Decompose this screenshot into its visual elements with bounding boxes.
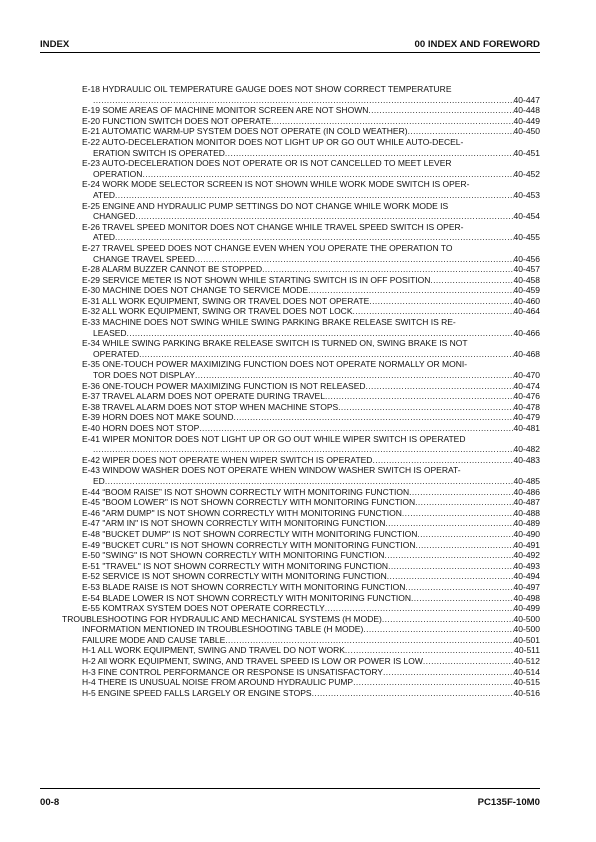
toc-entry-title: E-34 WHILE SWING PARKING BRAKE RELEASE SWITCH IS TURNED ON, SWING BRAKE IS NOT xyxy=(82,338,468,349)
dot-leader xyxy=(388,561,513,572)
toc-entry[interactable] xyxy=(62,656,540,667)
toc-entry-title: E-52 SERVICE IS NOT SHOWN CORRECTLY WITH MONITORING FUNCTION xyxy=(82,571,387,582)
dot-leader xyxy=(415,540,513,551)
toc-page-number: 40-493 xyxy=(513,560,540,571)
dot-leader xyxy=(225,635,513,646)
dot-leader xyxy=(142,169,513,180)
toc-entry[interactable] xyxy=(62,465,540,486)
toc-entry-title: E-26 TRAVEL SPEED MONITOR DOES NOT CHANGE WHILE TRAVEL SPEED SWITCH IS OPER- xyxy=(82,221,464,232)
toc-entry[interactable] xyxy=(62,624,540,635)
toc-entry-title-continued: OPERATION xyxy=(93,168,143,179)
toc-entry-title: H-3 FINE CONTROL PERFORMANCE OR RESPONSE IS UNSATISFACTORY xyxy=(82,666,384,677)
toc-page-number: 40-490 xyxy=(513,528,540,539)
toc-entry-title: E-29 SERVICE METER IS NOT SHOWN WHILE STARTING SWITCH IS IN OFF POSITION xyxy=(82,274,431,285)
toc-entry[interactable] xyxy=(62,296,540,307)
toc-entry[interactable] xyxy=(62,550,540,561)
toc-page-number: 40-492 xyxy=(513,550,540,561)
toc-entry-title: E-20 FUNCTION SWITCH DOES NOT OPERATE xyxy=(82,115,272,126)
toc-page-number: 40-514 xyxy=(513,666,540,677)
toc-page-number: 40-476 xyxy=(513,391,540,402)
toc-page-number: 40-466 xyxy=(513,327,540,338)
toc-entry-title: H-1 ALL WORK EQUIPMENT, SWING AND TRAVEL DO NOT WORK xyxy=(82,645,345,656)
toc-page-number: 40-482 xyxy=(513,444,540,455)
toc-entry-title-continued: TOR DOES NOT DISPLAY xyxy=(93,370,196,381)
dot-leader xyxy=(430,275,513,286)
toc-entry[interactable] xyxy=(62,667,540,678)
dot-leader xyxy=(225,148,514,159)
dot-leader xyxy=(262,264,513,275)
toc-entry[interactable] xyxy=(62,487,540,498)
toc-page-number: 40-483 xyxy=(513,454,540,465)
toc-entry[interactable] xyxy=(62,105,540,116)
toc-page-number: 40-497 xyxy=(513,581,540,592)
toc-page-number: 40-456 xyxy=(513,253,540,264)
dot-leader xyxy=(369,296,513,307)
toc-page-number: 40-459 xyxy=(513,285,540,296)
toc-entry-title: E-53 BLADE RAISE IS NOT SHOWN CORRECTLY WITH MONITORING FUNCTION xyxy=(82,581,406,592)
dot-leader xyxy=(417,529,513,540)
toc-entry[interactable] xyxy=(62,582,540,593)
toc-entry-title: FAILURE MODE AND CAUSE TABLE xyxy=(82,634,226,645)
toc-entry[interactable] xyxy=(62,285,540,296)
toc-page-number: 40-454 xyxy=(513,211,540,222)
toc-entry-title: INFORMATION MENTIONED IN TROUBLESHOOTING TABLE (H MODE) xyxy=(82,624,364,635)
toc-page-number: 40-491 xyxy=(513,539,540,550)
dot-leader xyxy=(415,497,513,508)
toc-entry[interactable] xyxy=(62,540,540,551)
toc-entry[interactable] xyxy=(62,381,540,392)
table-of-contents xyxy=(62,84,540,698)
toc-page-number: 40-489 xyxy=(513,518,540,529)
toc-page-number: 40-511 xyxy=(514,645,540,656)
toc-entry-title: E-35 ONE-TOUCH POWER MAXIMIZING FUNCTION DOES NOT OPERATE NORMALLY OR MONI- xyxy=(82,359,468,370)
page-footer xyxy=(40,797,540,808)
dot-leader xyxy=(325,603,514,614)
toc-entry[interactable] xyxy=(62,571,540,582)
toc-entry[interactable] xyxy=(62,677,540,688)
dot-leader xyxy=(372,455,513,466)
toc-page-number: 40-453 xyxy=(513,189,540,200)
toc-entry[interactable] xyxy=(62,508,540,519)
toc-entry[interactable] xyxy=(62,137,540,158)
toc-entry-title-continued: ED xyxy=(93,475,105,486)
dot-leader xyxy=(382,614,514,625)
toc-page-number: 40-464 xyxy=(513,306,540,317)
toc-entry-title: E-40 HORN DOES NOT STOP xyxy=(82,423,200,433)
toc-entry[interactable] xyxy=(62,338,540,359)
header-chapter-title: 00 INDEX AND FOREWORD xyxy=(414,39,540,50)
toc-entry[interactable] xyxy=(62,158,540,179)
toc-entry-title: E-27 TRAVEL SPEED DOES NOT CHANGE EVEN WHEN YOU OPERATE THE OPERATION TO xyxy=(82,242,453,253)
toc-entry[interactable] xyxy=(62,402,540,413)
toc-entry[interactable] xyxy=(62,593,540,604)
toc-entry-title: E-30 MACHINE DOES NOT CHANGE TO SERVICE MODE xyxy=(82,285,309,296)
toc-entry-title: E-44 “BOOM RAISE” IS NOT SHOWN CORRECTLY WITH MONITORING FUNCTION xyxy=(82,486,410,497)
toc-entry-title-continued: CHANGED xyxy=(93,211,136,222)
toc-entry-title: E-45 "BOOM LOWER" IS NOT SHOWN CORRECTLY WITH MONITORING FUNCTION xyxy=(82,497,416,508)
toc-entry-title: E-32 ALL WORK EQUIPMENT, SWING OR TRAVEL DOES NOT LOCK xyxy=(82,306,353,317)
toc-entry[interactable] xyxy=(62,243,540,264)
toc-page-number: 40-474 xyxy=(513,380,540,391)
toc-entry-title: E-23 AUTO-DECELERATION DOES NOT OPERATE OR IS NOT CANCELLED TO MEET LEVER xyxy=(82,158,452,169)
toc-entry-title-continued: ATED xyxy=(93,232,116,243)
dot-leader xyxy=(271,116,513,127)
toc-entry[interactable] xyxy=(62,222,540,243)
toc-entry-title-continued: ERATION SWITCH IS OPERATED xyxy=(93,147,225,158)
dot-leader xyxy=(408,126,514,137)
footer-rule xyxy=(40,788,540,789)
toc-page-number: 40-516 xyxy=(513,687,540,698)
toc-entry-title: E-22 AUTO-DECELERATION MONITOR DOES NOT LIGHT UP OR GO OUT WHILE AUTO-DECEL- xyxy=(82,136,464,147)
toc-entry[interactable] xyxy=(62,688,540,699)
dot-leader xyxy=(387,571,514,582)
toc-entry-title: E-31 ALL WORK EQUIPMENT, SWING OR TRAVEL DOES NOT OPERATE xyxy=(82,295,370,306)
toc-entry-title: E-24 WORK MODE SELECTOR SCREEN IS NOT SHOWN WHILE WORK MODE SWITCH IS OPER- xyxy=(82,179,470,190)
toc-entry[interactable] xyxy=(62,434,540,455)
toc-entry[interactable] xyxy=(62,497,540,508)
dot-leader xyxy=(405,582,513,593)
toc-entry[interactable] xyxy=(62,603,540,614)
toc-page-number: 40-452 xyxy=(513,168,540,179)
dot-leader xyxy=(233,412,513,423)
dot-leader xyxy=(195,254,514,265)
toc-page-number: 40-449 xyxy=(513,115,540,126)
toc-entry[interactable] xyxy=(62,264,540,275)
toc-entry[interactable] xyxy=(62,518,540,529)
toc-entry[interactable] xyxy=(62,359,540,380)
toc-entry[interactable] xyxy=(62,645,540,656)
toc-entry[interactable] xyxy=(62,306,540,317)
header-section-label: INDEX xyxy=(40,39,70,50)
page-number: 00-8 xyxy=(40,797,60,808)
dot-leader xyxy=(423,656,514,667)
toc-page-number: 40-460 xyxy=(513,295,540,306)
toc-page-number: 40-485 xyxy=(513,475,540,486)
toc-entry-title: E-37 TRAVEL ALARM DOES NOT OPERATE DURING TRAVEL xyxy=(82,391,325,402)
dot-leader xyxy=(402,508,514,519)
toc-entry-title-continued: ATED xyxy=(93,189,116,200)
toc-entry[interactable] xyxy=(62,275,540,286)
toc-entry-title: E-19 SOME AREAS OF MACHINE MONITOR SCREEN ARE NOT SHOWN xyxy=(82,105,369,116)
dot-leader xyxy=(411,593,514,604)
dot-leader xyxy=(368,105,513,116)
toc-entry-title: E-51 "TRAVEL" IS NOT SHOWN CORRECTLY WITH MONITORING FUNCTION xyxy=(82,560,389,571)
toc-entry[interactable] xyxy=(62,635,540,646)
dot-leader xyxy=(139,349,513,360)
toc-page-number: 40-500 xyxy=(513,624,540,635)
toc-entry-title: E-54 BLADE LOWER IS NOT SHOWN CORRECTLY WITH MONITORING FUNCTION xyxy=(82,592,412,603)
model-code: PC135F-10M0 xyxy=(477,797,540,808)
dot-leader xyxy=(353,306,514,317)
toc-entry-title: E-33 MACHINE DOES NOT SWING WHILE SWING PARKING BRAKE RELEASE SWITCH IS RE- xyxy=(82,317,456,328)
dot-leader xyxy=(363,624,513,635)
toc-page-number: 40-499 xyxy=(513,603,540,614)
toc-entry-title: E-47 "ARM IN" IS NOT SHOWN CORRECTLY WITH MONITORING FUNCTION xyxy=(82,518,386,529)
toc-entry[interactable] xyxy=(62,423,540,434)
toc-page-number: 40-479 xyxy=(513,412,540,423)
toc-entry-title: E-46 "ARM DUMP" IS NOT SHOWN CORRECTLY WITH MONITORING FUNCTION xyxy=(82,507,402,518)
dot-leader xyxy=(384,550,513,561)
dot-leader xyxy=(385,518,513,529)
toc-page-number: 40-451 xyxy=(513,147,540,158)
dot-leader xyxy=(127,328,514,339)
toc-entry-title: E-55 KOMTRAX SYSTEM DOES NOT OPERATE CORRECTLY xyxy=(82,603,325,614)
toc-page-number: 40-457 xyxy=(513,264,540,275)
toc-page-number: 40-498 xyxy=(513,592,540,603)
toc-entry-title-continued: CHANGE TRAVEL SPEED xyxy=(93,253,195,264)
toc-entry-title-continued: LEASED xyxy=(93,327,127,338)
toc-entry[interactable] xyxy=(62,412,540,423)
toc-page-number: 40-447 xyxy=(513,94,540,105)
toc-entry-title: H-2 All WORK EQUIPMENT, SWING, AND TRAVEL SPEED IS LOW OR POWER IS LOW xyxy=(82,656,423,667)
dot-leader xyxy=(409,487,513,498)
toc-entry-title: E-36 ONE-TOUCH POWER MAXIMIZING FUNCTION IS NOT RELEASED xyxy=(82,380,366,391)
toc-entry-title: E-48 "BUCKET DUMP" IS NOT SHOWN CORRECTLY WITH MONITORING FUNCTION xyxy=(82,528,418,539)
toc-page-number: 40-501 xyxy=(513,634,540,645)
toc-page-number: 40-487 xyxy=(513,497,540,508)
toc-page-number: 40-450 xyxy=(513,126,540,137)
toc-page-number: 40-494 xyxy=(513,571,540,582)
dot-leader xyxy=(115,190,513,201)
dot-leader xyxy=(383,667,514,678)
toc-entry-title: E-38 TRAVEL ALARM DOES NOT STOP WHEN MACHINE STOPS xyxy=(82,401,339,412)
toc-page-number: 40-486 xyxy=(513,486,540,497)
dot-leader xyxy=(338,402,513,413)
toc-entry-title: E-39 HORN DOES NOT MAKE SOUND xyxy=(82,412,234,423)
dot-leader xyxy=(308,285,513,296)
toc-entry-title: E-28 ALARM BUZZER CANNOT BE STOPPED xyxy=(82,264,263,275)
toc-page-number: 40-448 xyxy=(513,105,540,116)
toc-entry-title: E-25 ENGINE AND HYDRAULIC PUMP SETTINGS DO NOT CHANGE WHILE WORK MODE IS xyxy=(82,200,449,211)
page-header xyxy=(40,36,540,50)
toc-entry-title: E-50 "SWING" IS NOT SHOWN CORRECTLY WITH MONITORING FUNCTION xyxy=(82,550,385,561)
dot-leader xyxy=(93,444,514,455)
toc-entry[interactable] xyxy=(62,179,540,200)
toc-entry-title: TROUBLESHOOTING FOR HYDRAULIC AND MECHANICAL SYSTEMS (H MODE) xyxy=(62,613,382,624)
header-rule xyxy=(40,52,540,53)
dot-leader xyxy=(199,423,513,434)
toc-entry-title-continued: OPERATED xyxy=(93,348,140,359)
toc-entry-title: H-4 THERE IS UNUSUAL NOISE FROM AROUND HYDRAULIC PUMP xyxy=(82,677,354,688)
toc-entry[interactable] xyxy=(62,84,540,105)
dot-leader xyxy=(105,476,514,487)
dot-leader xyxy=(136,211,514,222)
toc-entry-title: H-5 ENGINE SPEED FALLS LARGELY OR ENGINE STOPS xyxy=(82,687,312,698)
toc-page-number: 40-470 xyxy=(513,370,540,381)
toc-entry-title: E-41 WIPER MONITOR DOES NOT LIGHT UP OR GO OUT WHILE WIPER SWITCH IS OPERATED xyxy=(82,433,466,444)
dot-leader xyxy=(115,232,513,243)
toc-page-number: 40-468 xyxy=(513,348,540,359)
dot-leader xyxy=(366,381,514,392)
dot-leader xyxy=(93,95,514,106)
toc-entry-title: E-42 WIPER DOES NOT OPERATE WHEN WIPER SWITCH IS OPERATED xyxy=(82,454,373,465)
dot-leader xyxy=(195,370,514,381)
dot-leader xyxy=(345,645,514,656)
toc-entry[interactable] xyxy=(62,614,540,625)
toc-page-number: 40-515 xyxy=(513,677,540,688)
toc-page-number: 40-455 xyxy=(513,232,540,243)
toc-entry[interactable] xyxy=(62,561,540,572)
dot-leader xyxy=(312,688,514,699)
toc-entry[interactable] xyxy=(62,126,540,137)
toc-page-number: 40-488 xyxy=(513,507,540,518)
toc-page-number: 40-481 xyxy=(513,423,540,433)
toc-entry[interactable] xyxy=(62,391,540,402)
toc-page-number: 40-512 xyxy=(513,656,540,667)
toc-entry[interactable] xyxy=(62,201,540,222)
toc-page-number: 40-500 xyxy=(513,613,540,624)
toc-entry-title: E-49 "BUCKET CURL" IS NOT SHOWN CORRECTLY WITH MONITORING FUNCTION xyxy=(82,539,416,550)
toc-entry-title: E-18 HYDRAULIC OIL TEMPERATURE GAUGE DOES NOT SHOW CORRECT TEMPERATURE xyxy=(82,84,452,94)
toc-entry-title: E-43 WINDOW WASHER DOES NOT OPERATE WHEN WINDOW WASHER SWITCH IS OPERAT- xyxy=(82,465,461,476)
toc-entry-title: E-21 AUTOMATIC WARM-UP SYSTEM DOES NOT OPERATE (IN COLD WEATHER) xyxy=(82,126,408,137)
toc-entry[interactable] xyxy=(62,317,540,338)
toc-page-number: 40-458 xyxy=(513,274,540,285)
toc-page-number: 40-478 xyxy=(513,401,540,412)
toc-entry[interactable] xyxy=(62,529,540,540)
dot-leader xyxy=(325,391,514,402)
toc-entry[interactable] xyxy=(62,116,540,127)
toc-entry[interactable] xyxy=(62,455,540,466)
dot-leader xyxy=(353,677,513,688)
